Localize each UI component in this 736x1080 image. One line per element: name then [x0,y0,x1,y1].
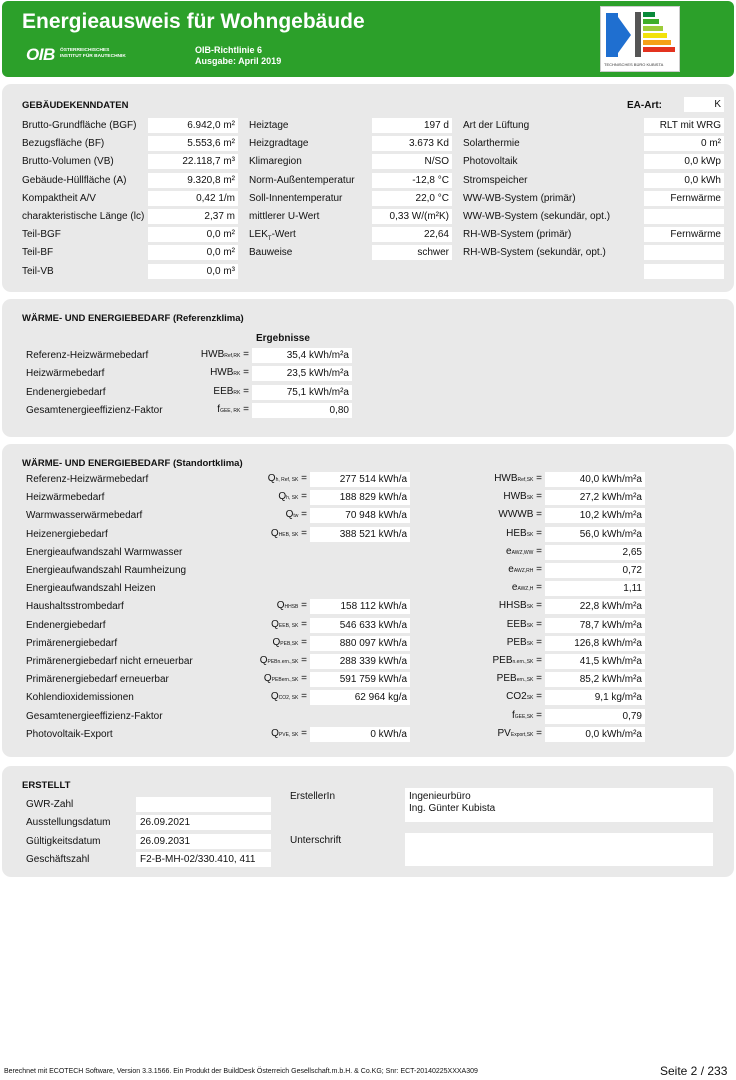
site-symbol-2: eAWZ,RH = [508,564,542,575]
site-symbol-2-subscript: SK [526,695,534,702]
site-value-2: 56,0 kWh/m²a [545,527,645,542]
site-label: Endenergiebedarf [26,619,106,631]
site-symbol-2-symbol: e [508,564,514,575]
reference-label: Heizwärmebedarf [26,368,105,380]
site-label: Primärenergiebedarf [26,637,118,649]
building-data-title: GEBÄUDEKENNDATEN [22,100,129,111]
site-symbol-2-symbol: PEB [492,655,513,666]
site-label: Referenz-Heizwärmebedarf [26,474,149,485]
climate-label: Norm-Außentemperatur [249,174,355,186]
site-symbol-2-subscript: SK [526,604,534,611]
site-symbol-2-subscript: SK [526,531,534,538]
site-value: 62 964 kg/a [310,690,410,705]
site-symbol-symbol: Q [271,727,279,739]
climate-value: -12,8 °C [372,173,452,188]
site-symbol-symbol: Q [263,673,272,685]
building-label: Kompaktheit A/V [22,192,96,204]
system-value: RLT mit WRG [644,118,724,133]
climate-label: Heiztage [249,120,289,131]
site-value-2: 85,2 kWh/m²a [545,672,645,687]
climate-label: Klimaregion [249,156,302,168]
guideline-issue: Ausgabe: April 2019 [195,56,282,66]
building-value: 22.118,7 m³ [148,154,238,169]
system-label: Art der Lüftung [463,120,530,131]
creator-line2: Ing. Günter Kubista [409,803,496,814]
site-symbol-2-subscript: SK [526,495,534,502]
document-title: Energieausweis für Wohngebäude [22,10,365,33]
site-symbol-2: HEBSK = [506,527,542,539]
page-number: Seite 2 / 233 [660,1064,728,1078]
site-label: Heizenergiebedarf [26,528,108,540]
created-value: 26.09.2031 [136,834,271,849]
site-value: 0 kWh/a [310,727,410,742]
site-value-2: 0,72 [545,563,645,578]
site-symbol-2-subscript: AWZ,WW [511,549,534,556]
reference-climate-title: WÄRME- UND ENERGIEBEDARF (Referenzklima) [22,313,244,324]
site-symbol-2: PEBern.,SK = [496,673,542,685]
building-data-panel [2,84,734,292]
site-symbol-2-symbol: EEB [506,618,527,630]
site-symbol-symbol: Q [278,491,287,503]
climate-label: Soll-Innentemperatur [249,192,343,204]
guideline-info [195,45,281,67]
site-symbol-2-subscript: ern.,SK [516,677,534,684]
oib-logo-subtitle: ÖSTERREICHISCHES INSTITUT FÜR BAUTECHNIK [60,48,126,59]
site-symbol-2: CO2SK = [506,691,542,703]
building-label: Brutto-Volumen (VB) [22,156,114,168]
site-value-2: 27,2 kWh/m²a [545,490,645,505]
site-symbol-2-symbol: HWB [494,473,518,484]
climate-label: mittlerer U-Wert [249,211,320,222]
ea-art-value: K [684,97,724,112]
site-symbol: Qtw = [285,509,307,521]
created-label: Ausstellungsdatum [26,817,111,829]
site-symbol: QEEB, SK = [271,618,307,630]
site-symbol-subscript: CO2, SK [278,695,299,702]
site-value-2: 78,7 kWh/m²a [545,618,645,633]
reference-symbol-subscript: GEE, RK [220,407,241,414]
site-symbol-subscript: tw [293,513,299,520]
climate-value: 0,33 W/(m²K) [372,209,452,224]
site-symbol: QHHSB = [276,600,307,612]
site-label: Photovoltaik-Export [26,728,113,740]
building-value: 0,42 1/m [148,191,238,206]
site-symbol-2-subscript: n.ern.,SK [512,659,534,665]
site-symbol: Qh, SK = [278,491,307,503]
climate-value: schwer [372,245,452,260]
created-value: F2-B-MH-02/330.410, 411 [136,852,271,867]
site-symbol-subscript: h, Ref, SK [275,477,299,483]
reference-symbol: HWBRef,RK = [200,349,249,360]
system-label: RH-WB-System (sekundär, opt.) [463,247,606,259]
system-value [644,264,724,279]
oib-logo-text: OIB [26,45,55,64]
site-symbol: QPEBern.,SK = [263,673,307,685]
energy-label-logo [600,6,680,72]
system-value: Fernwärme [644,191,724,206]
label-caption: TECHNISCHES BÜRO KUBISTA [604,62,664,67]
building-label: Teil-BGF [22,229,61,241]
site-value: 158 112 kWh/a [310,599,410,614]
creator-line1: Ingenieurbüro [409,791,471,802]
site-value-2: 1,11 [545,581,645,596]
building-value: 9.320,8 m² [148,173,238,188]
site-value: 277 514 kWh/a [310,472,410,487]
site-symbol-subscript: PEBn.ern.,SK [267,659,299,665]
site-value-2: 126,8 kWh/m²a [545,636,645,651]
building-label: charakteristische Länge (lc) [22,211,145,222]
site-value: 288 339 kWh/a [310,654,410,669]
site-symbol-subscript: EEB, SK [278,622,299,629]
site-label: Energieaufwandszahl Raumheizung [26,565,187,576]
climate-label: Bauweise [249,247,293,259]
site-label: Warmwasserwärmebedarf [26,510,143,522]
reference-symbol-subscript: Ref,RK [224,353,241,359]
created-label: Gültigkeitsdatum [26,835,101,847]
site-symbol-2: eAWZ,H = [511,582,542,594]
site-symbol-2-subscript: Export,SK [510,731,534,738]
site-symbol-2: PEBSK = [506,636,542,648]
building-label: Teil-VB [22,265,54,277]
reference-label: Referenz-Heizwärmebedarf [26,350,149,361]
reference-value: 35,4 kWh/m²a [252,348,352,363]
building-value: 5.553,6 m² [148,136,238,151]
reference-symbol-symbol: HWB [210,367,234,379]
climate-value: N/SO [372,154,452,169]
site-symbol-2: EEBSK = [506,618,542,630]
site-symbol-subscript: PEB,SK [280,640,299,647]
reference-value: 0,80 [252,403,352,418]
reference-symbol-symbol: EEB [213,385,234,397]
created-label: Geschäftszahl [26,853,90,865]
climate-value: 197 d [372,118,452,133]
site-symbol-symbol: Q [285,509,294,521]
site-symbol-subscript: PVE, SK [278,731,299,738]
signature-label: Unterschrift [290,835,342,846]
site-label: Kohlendioxidemissionen [26,692,134,704]
created-value: 26.09.2021 [136,815,271,830]
site-label: Primärenergiebedarf erneuerbar [26,674,169,686]
created-value [136,797,271,812]
site-symbol: QPEBn.ern.,SK = [259,655,307,666]
site-symbol-2-subscript: AWZ,RH [513,568,534,574]
climate-label: Heizgradtage [249,138,309,150]
site-label: Energieaufwandszahl Heizen [26,583,156,595]
site-symbol: QCO2, SK = [270,691,307,703]
reference-symbol: EEBRK = [213,385,249,397]
system-label: Photovoltaik [463,156,518,168]
site-climate-title: WÄRME- UND ENERGIEBEDARF (Standortklima) [22,458,243,469]
site-symbol-2-symbol: e [511,582,518,594]
site-symbol: Qh, Ref, SK = [267,473,307,484]
site-symbol-2-symbol: e [506,545,512,557]
climate-value: 22,0 °C [372,191,452,206]
site-value: 70 948 kWh/a [310,508,410,523]
site-symbol-2-symbol: PV [497,727,511,739]
system-label: WW-WB-System (sekundär, opt.) [463,211,611,222]
building-value: 0,0 m² [148,227,238,242]
signature-field [405,833,713,866]
system-value: 0,0 kWh [644,173,724,188]
reference-symbol-symbol: HWB [200,349,225,360]
site-symbol-2-subscript: SK [526,622,534,629]
site-symbol-2: HWBSK = [503,491,542,503]
oib-logo [26,45,126,65]
results-header: Ergebnisse [256,333,310,344]
building-value: 6.942,0 m² [148,118,238,133]
reference-symbol-subscript: RK [233,371,241,378]
site-symbol-subscript: PEBern.,SK [271,677,299,684]
creator-field [405,788,713,822]
site-value: 546 633 kWh/a [310,618,410,633]
site-label: Heizwärmebedarf [26,492,105,504]
site-symbol-2: PEBn.ern.,SK = [492,655,542,666]
building-label: Gebäude-Hüllfläche (A) [22,174,127,186]
building-label: Teil-BF [22,247,54,259]
reference-symbol-subscript: RK [233,389,241,396]
site-value-2: 40,0 kWh/m²a [545,472,645,487]
climate-value: 22,64 [372,227,452,242]
site-symbol-2: HWBRef,SK = [494,473,542,484]
site-symbol-2-subscript: SK [526,640,534,647]
system-value: 0,0 kWp [644,154,724,169]
site-value: 591 759 kWh/a [310,672,410,687]
site-symbol: QPEB,SK = [272,636,307,648]
system-value: 0 m² [644,136,724,151]
site-symbol-2: WWWB = [498,509,542,521]
climate-label: $LEK_T$-Wert [249,229,296,243]
reference-symbol: HWBRK = [210,367,249,379]
site-symbol-symbol: Q [271,618,279,630]
created-label: GWR-Zahl [26,799,74,810]
site-symbol-subscript: HHSB [284,604,299,611]
climate-value: 3.673 Kd [372,136,452,151]
site-symbol-symbol: Q [270,691,279,703]
site-value: 880 097 kWh/a [310,636,410,651]
system-label: Solarthermie [463,138,520,150]
site-symbol-2: eAWZ,WW = [506,545,542,557]
site-symbol-2-symbol: f [511,709,515,721]
site-symbol-2-symbol: PEB [496,673,517,685]
site-value-2: 9,1 kg/m²a [545,690,645,705]
system-label: WW-WB-System (primär) [463,192,576,204]
reference-label: Gesamtenergieeffizienz-Faktor [26,404,163,416]
site-symbol-2-symbol: HWB [503,491,527,503]
site-symbol-subscript: HEB, SK [278,531,299,538]
site-value: 188 829 kWh/a [310,490,410,505]
system-value [644,209,724,224]
site-symbol-2-symbol: HHSB [498,600,527,612]
system-value [644,245,724,260]
site-symbol: QPVE, SK = [271,727,307,739]
site-value-2: 22,8 kWh/m²a [545,599,645,614]
site-symbol-subscript: h, SK [286,495,299,502]
site-symbol-2: PVExport,SK = [497,727,542,739]
site-symbol-2-symbol: CO2 [506,691,527,703]
created-title: ERSTELLT [22,780,71,791]
system-label: Stromspeicher [463,174,528,186]
site-symbol-2-symbol: WWWB [498,509,534,521]
site-symbol-2: fGEE,SK = [511,709,542,721]
site-symbol-2: HHSBSK = [498,600,542,612]
site-label: Energieaufwandszahl Warmwasser [26,546,183,558]
reference-symbol: fGEE, RK = [217,403,249,415]
site-value: 388 521 kWh/a [310,527,410,542]
footer-text: Berechnet mit ECOTECH Software, Version 3.3.1566. Ein Produkt der BuildDesk Österreich Gesellschaft.m.b.H. & Co.KG; Snr: ECT-20140225XXXA309 [4,1068,478,1075]
site-symbol-symbol: Q [259,655,268,666]
site-value-2: 0,0 kWh/m²a [545,727,645,742]
site-value-2: 10,2 kWh/m²a [545,508,645,523]
reference-value: 23,5 kWh/m²a [252,366,352,381]
building-value: 0,0 m³ [148,264,238,279]
building-value: 2,37 m [148,209,238,224]
creator-label: ErstellerIn [290,791,336,802]
system-value: Fernwärme [644,227,724,242]
site-symbol-2-symbol: HEB [506,527,527,539]
system-label: RH-WB-System (primär) [463,229,572,241]
ea-art-label: EA-Art: [627,100,662,111]
site-value-2: 2,65 [545,545,645,560]
site-symbol-2-subscript: Ref,SK [517,477,534,483]
building-value: 0,0 m² [148,245,238,260]
site-label: Gesamtenergieeffizienz-Faktor [26,710,163,722]
site-symbol-2-subscript: AWZ,H [517,586,534,593]
site-symbol-symbol: Q [267,473,276,484]
site-value-2: 41,5 kWh/m²a [545,654,645,669]
reference-symbol-symbol: f [217,403,221,415]
site-symbol-symbol: Q [272,636,281,648]
building-label: Bezugsfläche (BF) [22,138,105,150]
reference-value: 75,1 kWh/m²a [252,385,352,400]
reference-label: Endenergiebedarf [26,386,106,398]
site-symbol: QHEB, SK = [270,527,307,539]
site-label: Haushaltsstrombedarf [26,601,124,613]
building-label: Brutto-Grundfläche (BGF) [22,120,137,131]
site-symbol-2-symbol: PEB [506,636,527,648]
site-symbol-symbol: Q [270,527,279,539]
guideline-name: OIB-Richtlinie 6 [195,45,263,55]
site-symbol-2-subscript: GEE,SK [514,713,534,720]
site-label: Primärenergiebedarf nicht erneuerbar [26,656,193,667]
site-symbol-symbol: Q [276,600,285,612]
site-value-2: 0,79 [545,709,645,724]
